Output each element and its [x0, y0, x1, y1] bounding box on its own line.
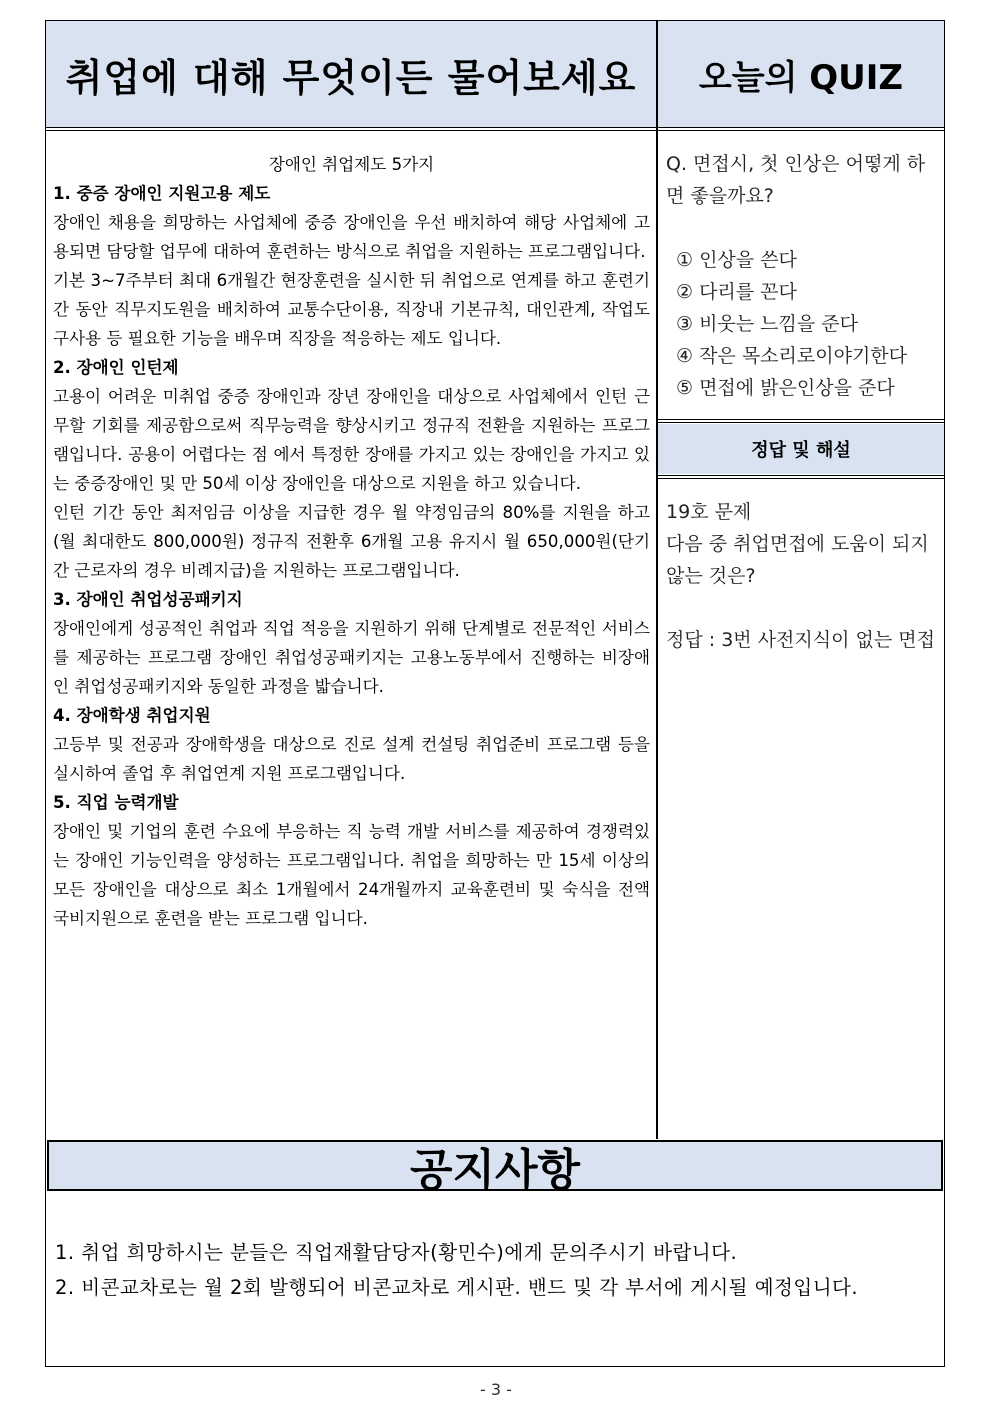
answer-divider-bottom-2	[658, 478, 944, 479]
answer-line: 다음 중 취업면접에 도움이 되지 않는 것은?	[666, 533, 929, 587]
notice-body	[55, 1235, 935, 1305]
article-heading: 장애인 취업제도 5가지	[268, 155, 435, 174]
quiz-options	[676, 244, 938, 404]
section-title: 5. 직업 능력개발	[53, 793, 179, 812]
answer-line: 정답 : 3번 사전지식이 없는 면접	[666, 629, 935, 651]
header-divider-2	[46, 130, 944, 131]
notice-heading: 공지사항	[47, 1140, 943, 1191]
section-paragraph: 고용이 어려운 미취업 중증 장애인과 장년 장애인을 대상으로 사업체에서 인턴 근무할 기회를 제공함으로써 직무능력을 향상시키고 정규직 전환을 지원하는 프로그램입니다. 공용이 어렵다는 점 에서 특정한 장애를 가지고 있는 장애인을 가지고 있는 중증장애인 및 만 50세 이상 장애인을 대상으로 지원을 하고 있습니다.	[53, 387, 650, 493]
quiz-option: ③ 비웃는 느낌을 준다	[676, 313, 858, 335]
quiz-option: ② 다리를 꼰다	[676, 281, 797, 303]
answer-line	[666, 592, 938, 624]
answer-divider-top-2	[658, 422, 944, 423]
column-divider	[656, 21, 658, 1139]
page-number: - 3 -	[480, 1380, 512, 1399]
section-paragraph: 장애인 채용을 희망하는 사업체에 중증 장애인을 우선 배치하여 해당 사업체에 고용되면 담당할 업무에 대하여 훈련하는 방식으로 취업을 지원하는 프로그램입니다.	[53, 213, 650, 261]
section-title: 2. 장애인 인턴제	[53, 358, 179, 377]
section-title: 4. 장애학생 취업지원	[53, 706, 211, 725]
answer-divider-top	[658, 419, 944, 420]
quiz-option: ④ 작은 목소리로이야기한다	[676, 345, 908, 367]
section-paragraph: 기본 3~7주부터 최대 6개월간 현장훈련을 실시한 뒤 취업으로 연계를 하고 훈련기간 동안 직무지도원을 배치하여 교통수단이용, 직장내 기본규칙, 대인관계, 작업도구사용 등 필요한 기능을 배우며 직장을 적응하는 제도 입니다.	[53, 271, 650, 348]
answer-line: 19호 문제	[666, 501, 752, 523]
notice-item: 1. 취업 희망하시는 분들은 직업재활담당자(황민수)에게 문의주시기 바랍니다.	[55, 1241, 738, 1264]
section-paragraph: 인턴 기간 동안 최저임금 이상을 지급한 경우 월 약정임금의 80%를 지원을 하고(월 최대한도 800,000원) 정규직 전환후 6개월 고용 유지시 월 650,000원(단기간 근로자의 경우 비례지급)을 지원하는 프로그램입니다.	[53, 503, 650, 580]
section-paragraph: 장애인 및 기업의 훈련 수요에 부응하는 직 능력 개발 서비스를 제공하여 경쟁력있는 장애인 기능인력을 양성하는 프로그램입니다. 취업을 희망하는 만 15세 이상의 모든 장애인을 대상으로 최소 1개월에서 24개월까지 교육훈련비 및 숙식을 전액 국비지원으로 훈련을 받는 프로그램 입니다.	[53, 822, 650, 928]
notice-item: 2. 비콘교차로는 월 2회 발행되어 비콘교차로 게시판. 밴드 및 각 부서에 게시될 예정입니다.	[55, 1276, 859, 1299]
quiz-title: 오늘의 QUIZ	[658, 21, 944, 127]
answer-body	[666, 496, 938, 656]
quiz-option: ⑤ 면접에 밝은인상을 준다	[676, 377, 895, 399]
quiz-option: ① 인상을 쓴다	[676, 249, 797, 271]
section-paragraph: 고등부 및 전공과 장애학생을 대상으로 진로 설계 컨설팅 취업준비 프로그램 등을 실시하여 졸업 후 취업연계 지원 프로그램입니다.	[53, 735, 650, 783]
section-paragraph: 장애인에게 성공적인 취업과 직업 적응을 지원하기 위해 단계별로 전문적인 서비스를 제공하는 프로그램 장애인 취업성공패키지는 고용노동부에서 진행하는 비장애인 취업성공패키지와 동일한 과정을 밟습니다.	[53, 619, 650, 696]
quiz-question: Q. 면접시, 첫 인상은 어떻게 하면 좋을까요?	[666, 153, 926, 207]
header-divider	[46, 127, 944, 128]
answer-divider-bottom	[658, 475, 944, 476]
article	[53, 150, 650, 933]
answer-heading: 정답 및 해설	[658, 424, 944, 474]
section-title: 1. 중증 장애인 지원고용 제도	[53, 184, 271, 203]
newsletter-title: 취업에 대해 무엇이든 물어보세요	[46, 21, 656, 127]
section-title: 3. 장애인 취업성공패키지	[53, 590, 243, 609]
